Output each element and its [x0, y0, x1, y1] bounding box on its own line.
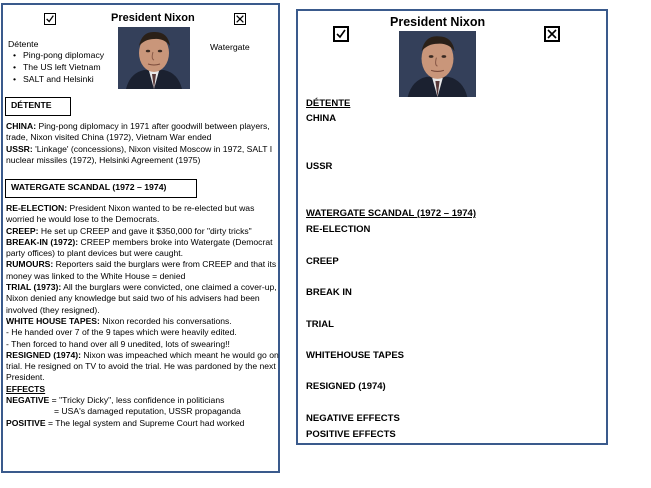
detente-point: • Ping-pong diplomacy: [23, 50, 104, 61]
detente-header: Détente: [8, 39, 39, 49]
right-revision-card: [296, 9, 608, 445]
checkbox-checked-icon: [333, 26, 349, 42]
detente-section-box: DÉTENTE: [5, 97, 71, 116]
checkbox-cross-icon: [544, 26, 560, 42]
watergate-header: Watergate: [210, 42, 250, 52]
detente-notes: CHINA: Ping-pong diplomacy in 1971 after goodwill between players, trade, Nixon visited China (1972), Vietnam War ended USSR: 'Linkage' (concessions), Nixon visited Moscow in 1972, SALT I nuclear missiles (1972), Helsinki Agreement (1975): [6, 121, 273, 165]
negative-effects-label: NEGATIVE EFFECTS: [306, 413, 400, 424]
resigned-label: RESIGNED (1974): [306, 381, 386, 392]
left-revision-card: [1, 3, 280, 473]
watergate-notes: RE-ELECTION: President Nixon wanted to be re-elected but was worried he would lose to the Democrats. CREEP: He set up CREEP and gave it $350,000 for "dirty tricks" BREAK-IN (1972): CREEP members broke into Watergate (Democrat party offices) to plant devices but were caught. RUMOURS: Reporters said the burglars were from CREEP and that its money was linked to the White House = denied TRIAL (1973): All the burglars were convicted, one claimed a cover-up, Nixon denied any knowledge but said two of his advisers had been involved (they resigned). WHITE HOUSE TAPES: Nixon recorded his conversations. - He handed over 7 of the 9 tapes which were heavily edited. - Then forced to hand over all 9 unedited, lots of swearing!! RESIGNED (1974): Nixon was impeached which meant he would go on trial. He resigned on TV to avoid the trial. He was pardoned by the next President. EFFECTS NEGATIVE = "Tricky Dicky", less confidence in politicians = USA's damaged reputation, USSR propaganda POSITIVE = The legal system and Supreme Court had worked: [6, 203, 279, 428]
card-title: President Nixon: [390, 15, 486, 29]
nixon-portrait: [399, 31, 476, 97]
trial-label: TRIAL: [306, 319, 334, 330]
watergate-heading: WATERGATE SCANDAL (1972 – 1974): [306, 208, 476, 219]
ussr-label: USSR: [306, 161, 333, 172]
detente-point: • SALT and Helsinki: [23, 74, 94, 85]
china-label: CHINA: [306, 113, 337, 124]
detente-point: • The US left Vietnam: [23, 62, 101, 73]
nixon-portrait: [118, 27, 190, 89]
card-title: President Nixon: [111, 12, 195, 24]
checkbox-cross-icon: [234, 13, 246, 25]
detente-heading: DÉTENTE: [306, 98, 351, 109]
whitehouse-tapes-label: WHITEHOUSE TAPES: [306, 350, 404, 361]
checkbox-checked-icon: [44, 13, 56, 25]
reelection-label: RE-ELECTION: [306, 224, 371, 235]
positive-effects-label: POSITIVE EFFECTS: [306, 429, 396, 440]
watergate-section-box: WATERGATE SCANDAL (1972 – 1974): [5, 179, 197, 198]
breakin-label: BREAK IN: [306, 287, 352, 298]
creep-label: CREEP: [306, 256, 339, 267]
